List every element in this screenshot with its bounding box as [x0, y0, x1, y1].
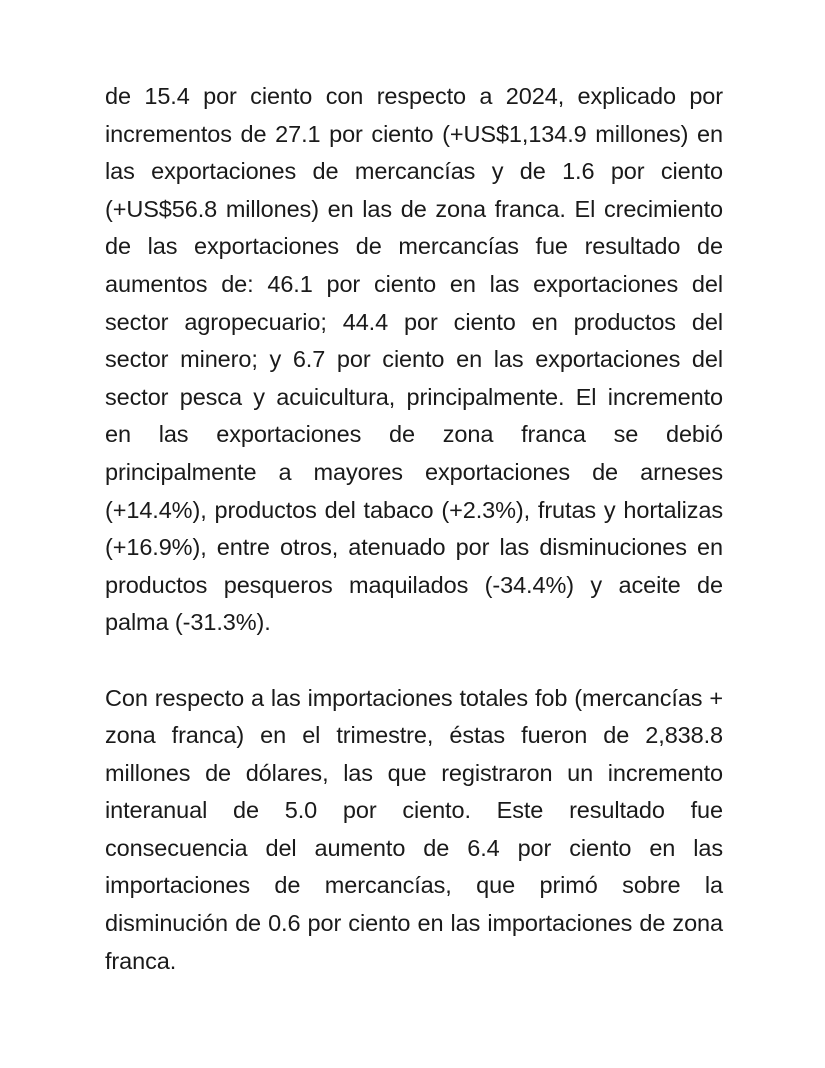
text-column	[105, 78, 723, 980]
paragraph-imports: Con respecto a las importaciones totales fob (mercancías + zona franca) en el trimestre, éstas fueron de 2,838.8 millones de dólares, las que registraron un incremento interanual de 5.0 por ciento. Este resultado fue consecuencia del aumento de 6.4 por ciento en las importaciones de mercancías, que primó sobre la disminución de 0.6 por ciento en las importaciones de zona franca.	[105, 684, 723, 974]
paragraph-exports: de 15.4 por ciento con respecto a 2024, explicado por incrementos de 27.1 por ciento (+US$1,134.9 millones) en las exportaciones de mercancías y de 1.6 por ciento (+US$56.8 millones) en las de zona franca. El crecimiento de las exportaciones de mercancías fue resultado de aumentos de: 46.1 por ciento en las exportaciones del sector agropecuario; 44.4 por ciento en productos del sector minero; y 6.7 por ciento en las exportaciones del sector pesca y acuicultura, principalmente. El incremento en las exportaciones de zona franca se debió principalmente a mayores exportaciones de arneses (+14.4%), productos del tabaco (+2.3%), frutas y hortalizas (+16.9%), entre otros, atenuado por las disminuciones en productos pesqueros maquilados (-34.4%) y aceite de palma (-31.3%).	[105, 83, 723, 636]
